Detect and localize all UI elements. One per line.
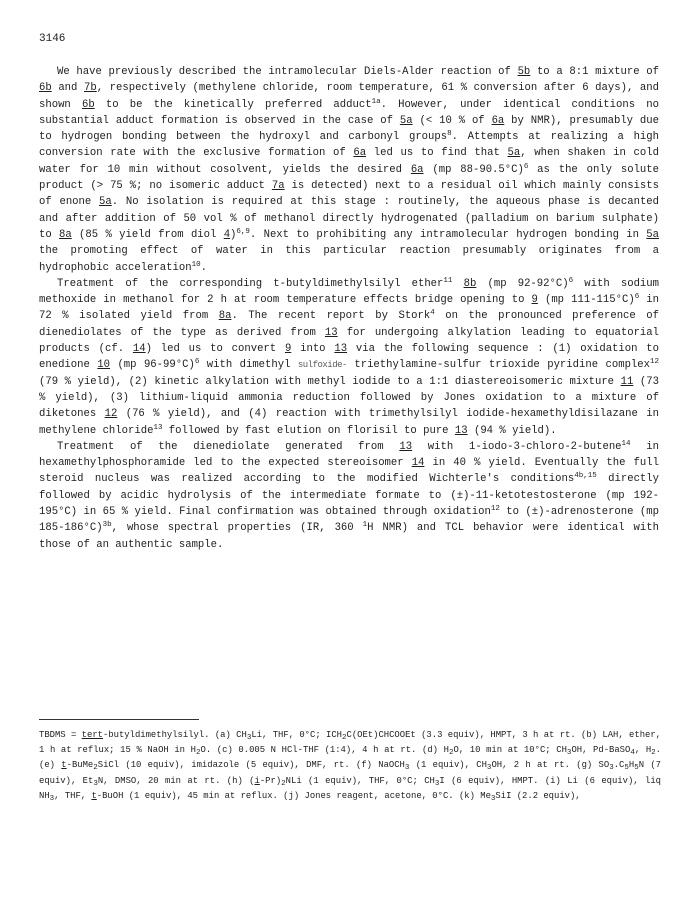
text-run: SiCl (10 equiv), imidazole (5 equiv), DMF, rt. (f) NaOCH: [97, 760, 405, 771]
text-run: with dimethyl: [199, 359, 298, 372]
text-run: TBDMS =: [39, 730, 82, 740]
subscript: 3: [566, 749, 572, 758]
text-run: (79 % yield), (2) kinetic alkylation with methyl iodide to a 1:1 diastereoisomeric mixture: [39, 375, 621, 388]
compound-ref: 7a: [271, 180, 285, 193]
text-run: (76 % yield), and (4) reaction with trimethylsilyl iodide-hexamethyldisilazane in methylene chloride: [39, 408, 659, 437]
reference-superscript: 12: [490, 505, 500, 514]
reference-superscript: 10: [191, 260, 201, 269]
text-run: ): [230, 228, 237, 241]
subscript: 2: [195, 749, 201, 758]
text-run: by NMR), presumably due to hydrogen bonding between the hydroxyl and carbonyl groups: [39, 114, 660, 144]
text-run: to (: [499, 506, 532, 519]
compound-ref: 13: [454, 424, 468, 437]
isotope-superscript: 1: [362, 521, 368, 530]
reference-superscript: 1a: [371, 97, 381, 106]
text-run: N, DMSO, 20 min at rt. (h) (: [97, 775, 255, 786]
text-run: into: [291, 343, 335, 356]
subscript: 3: [246, 734, 252, 742]
subscript: 4: [630, 749, 635, 758]
compound-ref: 6a: [410, 163, 424, 176]
subscript: 2: [341, 734, 347, 742]
compound-ref: 5a: [646, 228, 660, 241]
text-run: on the pronounced preference of dienediolates of the type as derived from: [39, 310, 659, 339]
paragraph-intramolecular-diels-alder: [39, 64, 659, 276]
text-run: . Attempts at realizing a high conversion rate with the exclusive formation of: [39, 131, 660, 160]
text-run: , respectively (methylene chloride, room temperature, 61 % conversion after 6 days), and shown: [39, 82, 659, 111]
compound-ref: 12: [104, 408, 118, 421]
compound-ref: 6a: [353, 147, 367, 160]
text-run: We have previously described the intramolecular Diels-Alder reaction of: [57, 66, 518, 78]
reference-superscript: 3b: [102, 521, 112, 530]
reference-superscript: 4: [430, 309, 435, 318]
text-run: (mp 96-99°C): [110, 359, 195, 372]
text-run: H: [628, 760, 635, 771]
reference-superscript: 12: [650, 358, 660, 367]
paragraph-steroid-nucleus: [39, 439, 659, 553]
plus-minus-sign: ±: [456, 489, 464, 502]
compound-ref: 6a: [491, 114, 505, 127]
text-run: (mp 111-115°C): [537, 294, 635, 307]
reference-superscript: 6: [523, 162, 529, 171]
text-run: (mp 88-90.5°C): [423, 163, 524, 176]
text-run: )-adrenosterone (mp 185-186°C): [39, 506, 659, 535]
subscript: 3: [434, 779, 440, 788]
text-run: H NMR) and TCL behavior were identical with those of an authentic sample.: [39, 522, 659, 551]
reference-superscript: 4b,15: [574, 472, 597, 481]
text-run: (73 % yield), (3) lithium-liquid ammonia reduction followed by Jones oxidation to a mixture of diketones: [39, 375, 659, 421]
reference-superscript: 6: [194, 358, 200, 367]
compound-ref: 13: [324, 326, 338, 339]
subscript: 3: [404, 764, 410, 773]
underlined-prefix: i: [254, 775, 260, 786]
text-run: with sodium methoxide in methanol for 2 h at room temperature effects bridge opening to: [39, 277, 659, 307]
text-run: O, 10 min at 10°C; CH: [453, 745, 567, 756]
text-run: SiI (2.2 equiv),: [495, 790, 581, 801]
footnote-text: [39, 728, 661, 804]
text-run: to be the kinetically preferred adduct: [94, 98, 372, 111]
underlined-prefix: tert: [81, 730, 103, 740]
text-run: (85 % yield from diol: [71, 228, 224, 241]
subscript: 2: [448, 749, 454, 758]
compound-ref: 5a: [99, 196, 112, 209]
compound-ref: 4: [223, 228, 231, 241]
text-run: (1 equiv), CH: [409, 760, 487, 771]
subscript: 3: [486, 764, 492, 773]
subscript: 3: [490, 794, 496, 803]
compound-ref: 14: [411, 457, 425, 470]
text-run: is detected) next to a residual oil which mainly consists of enone: [39, 180, 659, 209]
text-run: in 72 % isolated yield from: [39, 294, 660, 323]
text-run: [452, 278, 463, 290]
text-run: , H: [634, 745, 652, 756]
text-run: OH, Pd-BaSO: [571, 745, 631, 756]
subscript: 3: [609, 764, 614, 773]
reference-superscript: 8: [447, 130, 452, 139]
compound-ref: 5b: [517, 66, 531, 78]
compound-ref: 13: [334, 343, 348, 356]
subscript: 5: [624, 764, 629, 773]
text-run: via the following sequence : (1) oxidation to enedione: [39, 343, 659, 372]
compound-ref: 5a: [507, 147, 521, 160]
text-run: C(OEt)CHCOOEt (3.3 equiv), HMPT, 3 h at rt. (b) LAH, ether, 1 h at reflux; 15 % NaOH in H: [39, 730, 661, 756]
subscript: 3: [49, 794, 55, 803]
reference-superscript: 6: [634, 293, 640, 302]
text-run: and: [51, 82, 84, 95]
compound-ref: 8a: [59, 228, 72, 241]
text-run: (< 10 % of: [412, 114, 492, 127]
compound-ref: 14: [132, 343, 146, 356]
text-run: (mp 92-92°C): [476, 277, 569, 290]
text-run: .: [200, 261, 207, 274]
text-run: . (e): [39, 745, 661, 771]
text-run: in hexamethylphosphoramide led to the expected stereoisomer: [39, 440, 660, 470]
footnote-reagents: [39, 728, 661, 804]
struck-through-word: sulfoxide-: [297, 360, 347, 371]
text-run: as the only solute product (> 75 %; no isomeric adduct: [39, 163, 660, 193]
reference-superscript: 14: [621, 439, 631, 448]
text-run: for undergoing alkylation leading to equatorial products (cf.: [39, 326, 659, 356]
subscript: 2: [651, 749, 656, 758]
text-run: I (6 equiv), HMPT. (i) Li (6 equiv), liq NH: [39, 775, 661, 801]
compound-ref: 7b: [83, 82, 97, 95]
compound-ref: 10: [97, 359, 111, 372]
text-run: ) led us to convert: [145, 343, 285, 356]
text-run: , whose spectral properties (IR, 360: [111, 522, 363, 535]
reference-superscript: 13: [153, 423, 163, 432]
compound-ref: 8b: [463, 277, 477, 290]
reference-superscript: 6,9: [236, 227, 250, 236]
compound-ref: 8a: [218, 310, 232, 323]
text-run: led us to find that: [366, 147, 508, 160]
text-run: O. (c) 0.005 N HCl-THF (1:4), 4 h at rt. (d) H: [200, 745, 449, 756]
text-run: , THF,: [54, 790, 92, 801]
compound-ref: 6b: [39, 82, 52, 95]
footnote-divider: [39, 719, 199, 720]
text-run: triethylamine-sulfur trioxide pyridine complex: [346, 359, 650, 372]
reference-superscript: 11: [443, 276, 453, 285]
text-run: -BuOH (1 equiv), 45 min at reflux. (j) Jones reagent, acetone, 0°C. (k) Me: [96, 790, 491, 801]
text-run: OH, 2 h at rt. (g) SO: [491, 760, 610, 771]
text-run: . No isolation is required at this stage : routinely, the aqueous phase is decanted and after addition of 50 vol % of methanol directly hydrogenated (palladium on barium sulphate) to: [39, 196, 660, 241]
text-run: Treatment of the dienediolate generated from: [57, 440, 400, 453]
underlined-prefix: t: [91, 790, 97, 801]
text-run: NLi (1 equiv), THF, 0°C; CH: [285, 775, 435, 786]
subscript: 5: [634, 764, 639, 773]
plus-minus-sign: ±: [531, 506, 539, 519]
compound-ref: 9: [284, 343, 292, 356]
text-run: the promoting effect of water in this particular reaction presumably originates from a hydrophobic acceleration: [39, 245, 659, 274]
compound-ref: 9: [531, 294, 538, 307]
text-run: in 40 % yield. Eventually the full steroid nucleus was realized according to the modified Wichterle's conditions: [39, 457, 659, 486]
underlined-prefix: t: [61, 760, 67, 771]
paragraph-bridge-opening: [39, 276, 659, 439]
subscript: 2: [93, 764, 98, 773]
text-run: , when shaken in cold water for 10 min without cosolvent, yields the desired: [39, 147, 659, 176]
compound-ref: 11: [620, 375, 634, 388]
subscript: 3: [93, 779, 98, 788]
text-run: directly followed by acidic hydrolysis of the intermediate formate to (: [39, 473, 659, 502]
text-run: followed by fast elution on florisil to pure: [162, 424, 455, 437]
text-run: -Pr): [259, 775, 282, 786]
compound-ref: 6b: [81, 98, 95, 111]
text-run: to a 8:1 mixture of: [530, 66, 659, 78]
text-run: -BuMe: [66, 760, 94, 771]
text-run: (94 % yield).: [467, 424, 557, 437]
text-run: with 1-iodo-3-chloro-2-butene: [412, 440, 622, 453]
reference-superscript: 6: [568, 276, 574, 285]
page-number: 3146: [39, 33, 66, 45]
compound-ref: 13: [399, 440, 413, 453]
text-run: . However, under identical conditions no substantial adduct formation is observed in the case of: [39, 98, 659, 127]
text-run: -butyldimethylsilyl. (a) CH: [102, 730, 247, 740]
text-run: . Next to prohibiting any intramolecular hydrogen bonding in: [249, 228, 647, 241]
text-run: Treatment of the corresponding t-butyldimethylsilyl ether: [57, 277, 444, 290]
compound-ref: 5a: [399, 114, 413, 127]
text-run: )-11-ketotestosterone (mp 192-195°C) in 65 % yield. Final confirmation was obtained through oxidation: [39, 489, 659, 519]
text-run: .C: [613, 760, 625, 771]
text-run: Li, THF, 0°C; ICH: [251, 730, 342, 740]
main-text: [39, 64, 659, 553]
text-run: N (7 equiv), Et: [39, 760, 662, 786]
subscript: 2: [281, 779, 286, 788]
text-run: . The recent report by Stork: [231, 310, 431, 323]
